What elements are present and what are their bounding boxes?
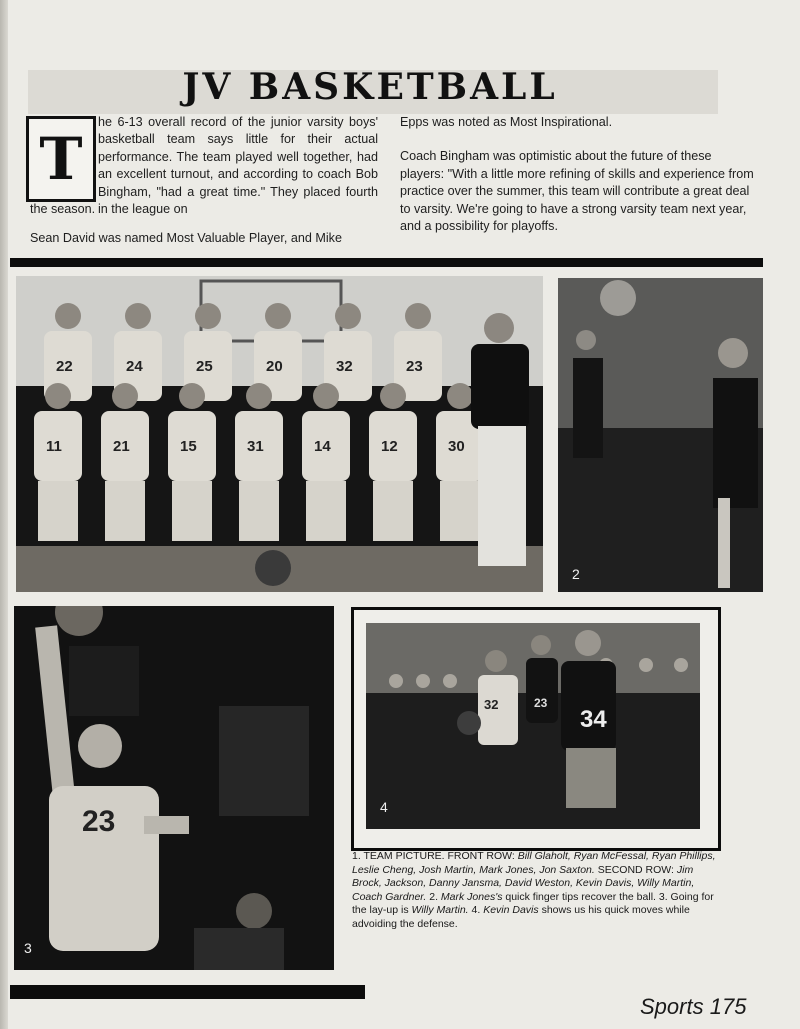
article-column-2 bbox=[400, 114, 758, 252]
article-paragraph-1: he 6-13 overall record of the junior varsity boys' basketball team says little for their actual performance. The team played well together, had an excellent turnout, and according to coach Bob Bingham, "had a great time." They placed fourth in the league on bbox=[98, 115, 378, 217]
front-row-jersey-number: 14 bbox=[314, 438, 331, 455]
back-row-jersey-number: 24 bbox=[126, 358, 143, 375]
photo-4-jersey-3: 34 bbox=[580, 706, 607, 733]
back-row-jersey-number: 22 bbox=[56, 358, 73, 375]
article-paragraph-3: Coach Bingham was optimistic about the future of these players: "With a little more refining of skills and experience from practice over the summer, this team will contribute a great deal to varsity. We're going to have a strong varsity team next year, and a possibility for playoffs. bbox=[400, 149, 754, 234]
front-row-jersey-number: 30 bbox=[448, 438, 465, 455]
photo-4 bbox=[366, 623, 700, 829]
front-row-jersey-number: 21 bbox=[113, 438, 130, 455]
footer-page-number: 175 bbox=[709, 994, 747, 1019]
back-row-jersey-number: 20 bbox=[266, 358, 283, 375]
front-row-jersey-number: 31 bbox=[247, 438, 264, 455]
article-paragraph-1-tail: the season. bbox=[30, 202, 96, 216]
back-row-jersey-number: 23 bbox=[406, 358, 423, 375]
photo-caption: 1. TEAM PICTURE. FRONT ROW: Bill Glaholt, Ryan McFessal, Ryan Phillips, Leslie Cheng, Josh Martin, Mark Jones, Jon Saxton. SECOND ROW: Jim Brock, Jackson, Danny Jansma, David Weston, Kevin Davis, Willy Martin, Coach Gardner. 2. Mark Jones's quick finger tips recover the ball. 3. Going for the lay-up is Willy Martin. 4. Kevin Davis shows us his quick moves while advoiding the defense. bbox=[352, 850, 716, 930]
front-row-jersey-number: 15 bbox=[180, 438, 197, 455]
back-row-jersey-number: 25 bbox=[196, 358, 213, 375]
photo-3-jersey: 23 bbox=[82, 805, 116, 838]
photo-4-jersey-2: 23 bbox=[534, 696, 548, 710]
photo-2 bbox=[558, 278, 763, 592]
photo-4-jersey-1: 32 bbox=[484, 697, 499, 712]
page-footer bbox=[640, 994, 746, 1020]
drop-cap: T bbox=[26, 116, 96, 202]
footer-section: Sports bbox=[640, 994, 704, 1019]
front-row-jersey-number: 11 bbox=[46, 438, 62, 455]
photo-3 bbox=[14, 606, 334, 970]
front-row-jersey-number: 12 bbox=[381, 438, 398, 455]
footer-rule bbox=[10, 985, 365, 999]
back-row-jersey-number: 32 bbox=[336, 358, 353, 375]
page-title: JV BASKETBALL bbox=[182, 66, 558, 108]
article-paragraph-2: Sean David was named Most Valuable Player, and Mike bbox=[30, 231, 342, 245]
section-rule bbox=[10, 258, 763, 267]
team-photo bbox=[16, 276, 543, 592]
photo-2-number: 2 bbox=[572, 566, 580, 582]
photo-3-number: 3 bbox=[24, 940, 32, 956]
article-paragraph-2-cont: Epps was noted as Most Inspirational. bbox=[400, 115, 613, 129]
photo-4-number: 4 bbox=[380, 799, 388, 815]
